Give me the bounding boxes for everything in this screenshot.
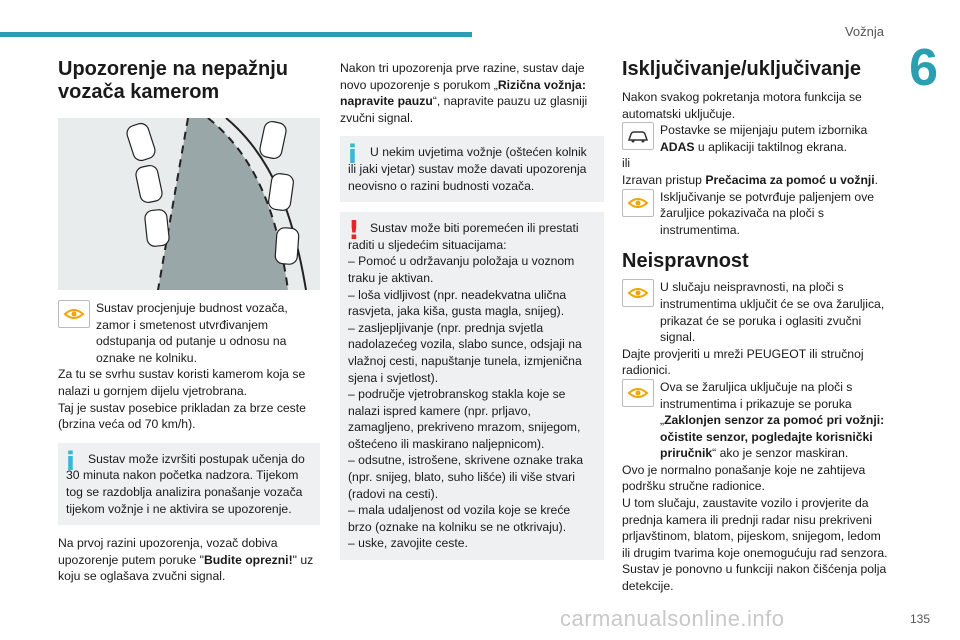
car-lane-drift-drawing (58, 118, 320, 290)
deactivation-row (622, 189, 892, 239)
section-title-malfunction: Neispravnost (622, 250, 749, 273)
paragraph-restored: Sustav je ponovno u funkciji nakon čišćenja polja detekcije. (622, 562, 887, 594)
malfunction-row (622, 279, 892, 345)
driver-attention-icon (58, 300, 90, 328)
malfunction-lamp-icon (622, 279, 654, 307)
illustration-car-lane-drift (58, 118, 320, 290)
attention-lamp-icon (622, 189, 654, 217)
info-note-conditions-text: U nekim uvjetima vožnje (oštećen kolnik ili jaki vjetar) sustav može davati upozorenja neovisno o razini budnosti vozača. (348, 145, 587, 193)
list-item: – Pomoć u održavanju položaja u voznom traku je aktivan. (348, 254, 575, 285)
list-item: – područje vjetrobranskog stakla koje se nalazi ispred kamere (npr. prljavo, zamagljeno, prekriveno mrazom, snijegom, oštećeno ili maskirano naljepnicom). (348, 387, 581, 451)
list-item: – uske, zavojite ceste. (348, 536, 468, 551)
info-note-learning (58, 443, 320, 525)
paragraph-camera: Za tu se svrhu sustav koristi kamerom koja se nalazi u gornjem dijelu vjetrobrana. (58, 367, 306, 398)
or-text: ili (622, 156, 631, 171)
sensor-lamp-icon (622, 379, 654, 407)
section-label: Vožnja (844, 24, 884, 39)
paragraph-speed: Taj je sustav posebice prikladan za brze ceste (brzina veća od 70 km/h). (58, 400, 306, 432)
header-accent-bar (0, 32, 472, 37)
list-item: – zasljepljivanje (npr. prednja svjetla nadolazećeg vozila, slabo sunce, odsjaji na vlažnoj cesti, napuštanje tunela, izmjenična sjena i svjetlost). (348, 320, 582, 385)
watermark: carmanualsonline.info (560, 606, 785, 631)
paragraph-auto-on: Nakon svakog pokretanja motora funkcija se automatski uključuje. (622, 90, 862, 121)
settings-text: Postavke se mijenjaju putem izbornika ADAS u aplikaciji taktilnog ekrana. (660, 123, 868, 154)
deactivation-text: Isključivanje se potvrđuje paljenjem ove žaruljice pokazivača na ploči s instrumentima. (660, 189, 875, 237)
section-title-attention: Upozorenje na nepažnju vozača kamerom (58, 58, 289, 103)
section-title-onoff: Isključivanje/uključivanje (622, 58, 862, 80)
settings-row (622, 122, 892, 155)
car-settings-icon (622, 122, 654, 150)
paragraph-third-warning: Nakon tri upozorenja prve razine, sustav daje novo upozorenje s porukom „Rizična vožnja: napravite pauzu“, napravite pauzu uz glasniji zvučni signal. (340, 61, 588, 125)
malfunction-text: U slučaju neispravnosti, na ploči s instrumentima uključit će se ova žaruljica, prikazat će se poruka i oglasiti zvučni signal. (660, 280, 885, 345)
warning-icon: ! (348, 216, 360, 247)
chapter-number: 6 (909, 39, 938, 97)
info-icon: i (66, 446, 75, 477)
column-2 (340, 60, 604, 570)
paragraph-first-warning: Na prvoj razini upozorenja, vozač dobiva upozorenje putem poruke "Budite oprezni!" uz koju se oglašava zvučni signal. (58, 536, 314, 584)
info-note-conditions (340, 136, 604, 202)
paragraph-shortcuts: Izravan pristup Prečacima za pomoć u vožnji. (622, 172, 879, 187)
column-1 (58, 58, 320, 585)
intro-text: Sustav procjenjuje budnost vozača, zamor i smetenost utvrđivanjem odstupanja od putanje u odnosu na oznake ne kolniku. (96, 301, 288, 365)
column-3 (622, 58, 892, 595)
info-icon: i (348, 140, 357, 171)
paragraph-normal-behaviour: Ovo je normalno ponašanje koje ne zahtijeva podršku stručne radionice. (622, 462, 866, 494)
paragraph-check-sensors: U tom slučaju, zaustavite vozilo i provjerite da prednja kamera ili prednji radar nisu prekriveni prljavštinom, blatom, pijeskom, snijegom, ledom ili drugim tvarima koje onemogućuju rad senzora. (622, 496, 888, 560)
info-note-learning-text: Sustav može izvršiti postupak učenja do 30 minuta nakon početka nadzora. Tijekom tog se razdoblja analizira ponašanje vozača tijekom vožnje i ne aktivira se upozorenje. (66, 451, 305, 516)
list-item: – loša vidljivost (npr. neadekvatna ulična rasvjeta, jaka kiša, gusta magla, snijeg). (348, 287, 567, 319)
list-item: – odsutne, istrošene, skrivene oznake traka (npr. snijeg, blato, suho lišće) ili više stvari (radovi na cesti). (348, 453, 584, 501)
page-number: 135 (909, 612, 930, 626)
attention-intro (58, 300, 320, 366)
paragraph-check-network: Dajte provjeriti u mreži PEUGEOT ili stručnoj radionici. (622, 346, 864, 378)
list-item: – mala udaljenost od vozila koje se kreće brzo (oznake na kolniku se ne otkrivaju). (348, 503, 571, 534)
sensor-masked-text: Ova se žaruljica uključuje na ploči s instrumentima i prikazuje se poruka „Zaklonjen senzor za pomoć pri vožnji: očistite senzor, pogledajte korisnički priručnik“ ako je senzor maskiran. (660, 379, 885, 461)
warning-intro-text: Sustav može biti poremećen ili prestati raditi u sljedećim situacijama: (348, 221, 579, 252)
warning-note-limitations (340, 212, 604, 560)
sensor-masked-row (622, 379, 892, 462)
